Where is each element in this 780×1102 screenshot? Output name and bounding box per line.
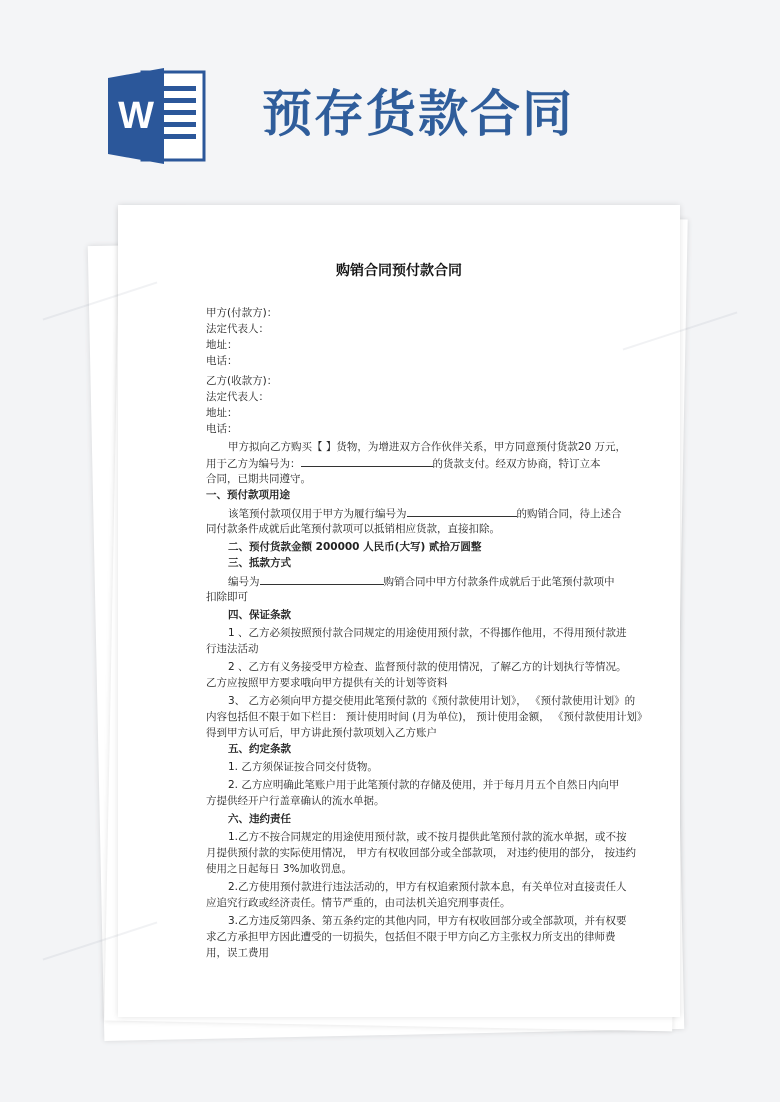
page-title: 预存货款合同 [262,84,574,143]
section-4-clause-2a: 2 、乙方有义务接受甲方检查、监督预付款的使用情况，了解乙方的计划执行等情况。 [228,661,627,673]
section-6-clause-1c: 使用之日起每日 3%加收罚息。 [206,863,352,875]
party-b-representative: 法定代表人： [206,391,269,403]
section-5-clause-2a: 2. 乙方应明确此笔账户用于此笔预付款的存储及使用，并于每月月五个自然日内向甲 [228,779,620,791]
section-6-clause-2a: 2.乙方使用预付款进行违法活动的，甲方有权追索预付款本息，有关单位对直接责任人 [228,881,627,893]
logo-letter: W [118,95,154,137]
section-4-clause-3a: 3、 乙方必须向甲方提交使用此笔预付款的《预付款使用计划》， 《预付款使用计划》的 [228,695,636,707]
section-5-heading: 五、约定条款 [228,743,291,755]
section-4-clause-2b: 乙方应按照甲方要求哦向甲方提供有关的计划等资料 [206,677,448,689]
intro-line-3: 合同，已期共同遵守。 [206,473,311,485]
document-page [118,205,680,1017]
section-5-clause-1: 1. 乙方须保证按合同交付货物。 [228,761,378,773]
intro-line-1: 甲方拟向乙方购买【 】货物，为增进双方合作伙伴关系，甲方同意预付货款20 万元， [228,441,627,453]
section-1-line-1: 该笔预付款项仅用于甲方为履行编号为 的购销合同，待上述合 [228,505,622,522]
section-4-heading: 四、保证条款 [228,609,291,621]
section-3-heading: 三、抵款方式 [228,557,291,569]
party-a-address: 地址： [206,339,238,351]
party-a-label: 甲方(付款方)： [206,307,278,319]
section-4-clause-3b: 内容包括但不限于如下栏目： 预计使用时间 (月为单位)， 预计使用金额， 《预付款使用计划》 [206,711,648,723]
section-6-clause-2b: 应追究行政或经济责任。情节严重的，由司法机关追究刑事责任。 [206,897,511,909]
word-app-icon [108,68,208,164]
section-1-line-2: 同付款条件成就后此笔预付款项可以抵销相应货款，直接扣除。 [206,523,500,535]
party-a-phone: 电话： [206,355,238,367]
offset-contract-number-blank [260,573,384,585]
party-a-representative: 法定代表人： [206,323,269,335]
purchase-contract-number-blank [407,505,517,517]
party-b-address: 地址： [206,407,238,419]
section-6-clause-1b: 月提供预付款的实际使用情况， 甲方有权收回部分或全部款项， 对违约使用的部分， 按违约 [206,847,637,859]
section-1-heading: 一、预付款项用途 [206,489,290,501]
section-3-line-2: 扣除即可 [206,591,248,603]
section-6-clause-3b: 求乙方承担甲方因此遭受的一切损失，包括但不限于甲方向乙方主张权力所支出的律师费 [206,931,616,943]
intro-line-2: 用于乙方为编号为： 的货款支付。经双方协商，特订立本 [206,455,601,472]
section-6-clause-3c: 用，误工费用 [206,947,269,959]
contract-number-blank [301,455,433,467]
section-5-clause-2b: 方提供经开户行盖章确认的流水单据。 [206,795,385,807]
section-4-clause-3c: 得到甲方认可后，甲方讲此预付款项划入乙方账户 [206,727,437,739]
section-6-clause-1a: 1.乙方不按合同规定的用途使用预付款，或不按月提供此笔预付款的流水单据，或不按 [228,831,627,843]
party-b-label: 乙方(收款方)： [206,375,278,387]
banner [0,0,780,190]
section-4-clause-1b: 行违法活动 [206,643,259,655]
section-3-line-1: 编号为 购销合同中甲方付款条件成就后于此笔预付款项中 [228,573,615,590]
section-6-clause-3a: 3.乙方违反第四条、第五条约定的其他内同，甲方有权收回部分或全部款项，并有权要 [228,915,627,927]
document-title: 购销合同预付款合同 [336,263,462,279]
section-4-clause-1a: 1 、乙方必须按照预付款合同规定的用途使用预付款，不得挪作他用，不得用预付款进 [228,627,627,639]
section-6-heading: 六、违约责任 [228,813,291,825]
section-2-heading: 二、预付货款金额 200000 人民币(大写) 贰拾万圆整 [228,541,482,553]
party-b-phone: 电话： [206,423,238,435]
